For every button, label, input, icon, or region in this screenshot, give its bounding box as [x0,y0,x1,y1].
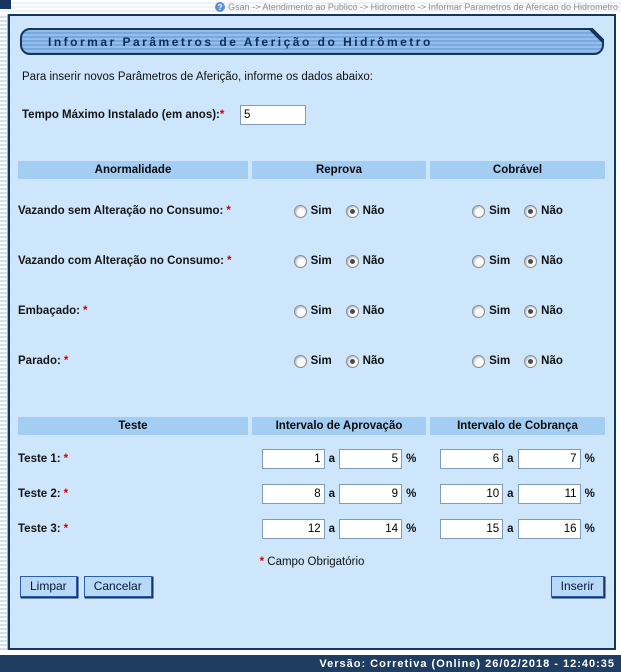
top-strip [0,0,621,14]
col-header-intervalo-cobranca: Intervalo de Cobrança [430,417,605,435]
aprovacao-range [252,519,426,539]
col-header-anormalidade: Anormalidade [18,161,248,179]
help-icon[interactable]: ? [215,2,225,12]
radio-group-reprova [252,355,426,368]
cobranca-range [430,519,605,539]
inserir-button[interactable]: Inserir [551,576,604,597]
table-row: Teste 2: * 8 a 9 % 10 a 11 % [18,483,606,505]
form-window [8,14,616,650]
cobranca-de-input[interactable] [440,449,503,469]
radio-option-nao[interactable]: Não [346,305,385,318]
aprovacao-ate-input[interactable] [339,449,402,469]
radio-group-reprova [252,255,426,268]
radio-group-reprova [252,205,426,218]
col-header-intervalo-aprovacao: Intervalo de Aprovação [252,417,426,435]
percent-sign: % [406,488,417,500]
cancelar-button[interactable]: Cancelar [84,576,152,597]
radio-option-sim[interactable]: Sim [294,355,332,368]
radio-option-sim[interactable]: Sim [472,255,510,268]
radio-icon[interactable] [472,255,485,268]
col-header-teste: Teste [18,417,248,435]
radio-icon[interactable] [472,205,485,218]
radio-icon[interactable] [346,255,359,268]
radio-icon[interactable] [294,355,307,368]
required-field-note: * Campo Obrigatório [259,556,365,568]
tempo-maximo-input[interactable] [240,105,306,125]
radio-option-nao[interactable]: Não [346,255,385,268]
range-separator: a [507,523,514,535]
table-row: Parado: * Sim Não Sim Não [18,349,606,373]
radio-icon[interactable] [524,355,537,368]
left-edge-stripes [0,14,8,650]
radio-icon[interactable] [524,255,537,268]
range-separator: a [507,488,514,500]
row-label: Vazando com Alteração no Consumo: [18,255,224,267]
row-label: Teste 3: [18,523,61,535]
radio-group-cobravel [430,355,605,368]
table-row: Teste 1: * 1 a 5 % 6 a 7 % [18,448,606,470]
radio-option-nao[interactable]: Não [524,355,563,368]
radio-option-sim[interactable]: Sim [294,305,332,318]
radio-group-cobravel [430,255,605,268]
cobranca-range [430,484,605,504]
table-row: Embaçado: * Sim Não Sim Não [18,299,606,323]
radio-icon[interactable] [294,255,307,268]
tempo-maximo-row [18,105,606,125]
radio-option-sim[interactable]: Sim [472,305,510,318]
aprovacao-de-input[interactable] [262,484,325,504]
aprovacao-ate-input[interactable] [339,519,402,539]
col-header-cobravel: Cobrável [430,161,605,179]
radio-icon[interactable] [294,305,307,318]
radio-icon[interactable] [524,305,537,318]
breadcrumb [215,2,621,12]
button-row [18,576,606,597]
cobranca-ate-input[interactable] [518,449,581,469]
range-separator: a [328,523,336,535]
instructions-text: Para inserir novos Parâmetros de Aferição, informe os dados abaixo: [22,71,373,83]
aprovacao-range [252,484,426,504]
row-label: Parado: [18,355,61,367]
aprovacao-de-input[interactable] [262,449,325,469]
range-separator: a [507,453,514,465]
header-corner [0,0,11,9]
radio-option-nao[interactable]: Não [524,255,563,268]
range-separator: a [328,453,336,465]
table-row: Vazando com Alteração no Consumo: * Sim Não Sim Não [18,249,606,273]
cobranca-ate-input[interactable] [518,519,581,539]
radio-group-reprova [252,305,426,318]
radio-icon[interactable] [294,205,307,218]
percent-sign: % [584,453,595,465]
row-label: Embaçado: [18,305,80,317]
radio-option-nao[interactable]: Não [346,355,385,368]
percent-sign: % [406,453,417,465]
radio-icon[interactable] [524,205,537,218]
radio-option-nao[interactable]: Não [524,305,563,318]
radio-group-cobravel [430,305,605,318]
version-text: Versão: Corretiva (Online) 26/02/2018 - 12:40:35 [319,657,615,670]
cobranca-de-input[interactable] [440,484,503,504]
tempo-maximo-label: Tempo Máximo Instalado (em anos):* [22,109,225,121]
table-row: Teste 3: * 12 a 14 % 15 a 16 % [18,518,606,540]
row-label: Teste 2: [18,488,61,500]
radio-icon[interactable] [346,205,359,218]
version-statusbar [0,655,621,672]
cobranca-ate-input[interactable] [518,484,581,504]
range-separator: a [328,488,336,500]
page-title: Informar Parâmetros de Aferição do Hidrômetro [20,28,604,55]
percent-sign: % [584,523,595,535]
row-label: Vazando sem Alteração no Consumo: [18,205,224,217]
radio-option-nao[interactable]: Não [346,205,385,218]
radio-icon[interactable] [346,305,359,318]
radio-icon[interactable] [472,355,485,368]
radio-option-sim[interactable]: Sim [294,255,332,268]
col-header-reprova: Reprova [252,161,426,179]
radio-icon[interactable] [346,355,359,368]
aprovacao-de-input[interactable] [262,519,325,539]
cobranca-de-input[interactable] [440,519,503,539]
limpar-button[interactable]: Limpar [20,576,77,597]
teste-header-row [18,417,606,435]
radio-group-cobravel [430,205,605,218]
percent-sign: % [406,523,417,535]
radio-icon[interactable] [472,305,485,318]
row-label: Teste 1: [18,453,61,465]
radio-option-sim[interactable]: Sim [294,205,332,218]
aprovacao-range [252,449,426,469]
aprovacao-ate-input[interactable] [339,484,402,504]
radio-option-sim[interactable]: Sim [472,355,510,368]
table-row: Vazando sem Alteração no Consumo: * Sim Não Sim Não [18,199,606,223]
cobranca-range [430,449,605,469]
percent-sign: % [584,488,595,500]
radio-option-sim[interactable]: Sim [472,205,510,218]
breadcrumb-text: Gsan -> Atendimento ao Publico -> Hidrometro -> Informar Parametros de Afericao do Hidrometro [228,2,618,12]
radio-option-nao[interactable]: Não [524,205,563,218]
anormalidade-header-row [18,161,606,179]
